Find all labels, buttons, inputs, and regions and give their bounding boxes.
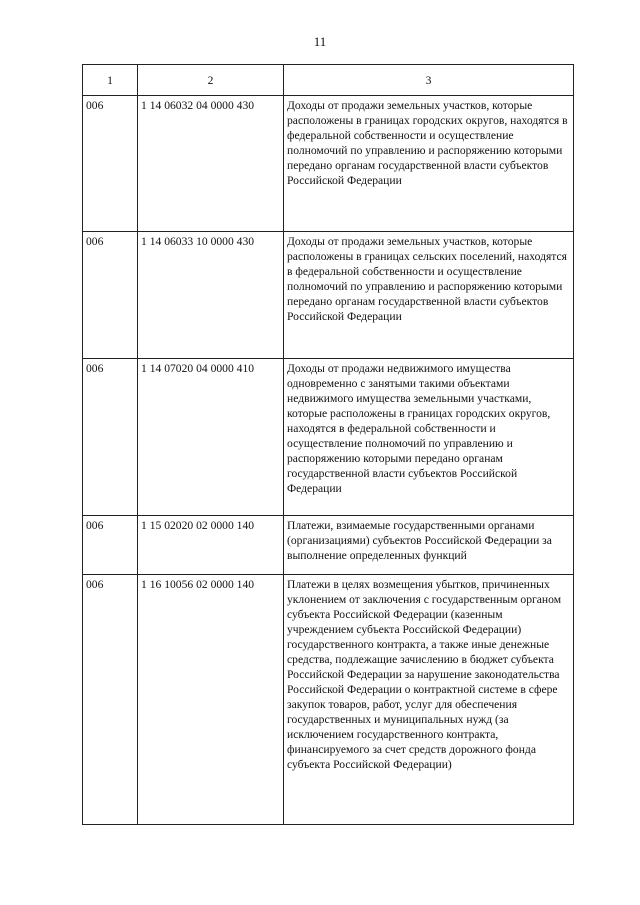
admin-code-cell: 006 bbox=[83, 96, 138, 232]
table-row bbox=[83, 575, 574, 825]
admin-code-cell: 006 bbox=[83, 232, 138, 359]
description-cell: Платежи в целях возмещения убытков, причиненных уклонением от заключения с государственным органом субъекта Российской Федерации (казенным учреждением субъекта Российской Федерации) государственного контракта, а также иные денежные средства, подлежащие зачислению в бюджет субъекта Российской Федерации за нарушение законодательства Российской Федерации о контрактной системе в сфере закупок товаров, работ, услуг для обеспечения государственных и муниципальных нужд (за исключением государственного контракта, финансируемого за счет средств дорожного фонда субъекта Российской Федерации) bbox=[284, 575, 574, 825]
header-row bbox=[83, 65, 574, 96]
column-header-1: 1 bbox=[83, 65, 138, 96]
description-cell: Доходы от продажи земельных участков, которые расположены в границах сельских поселений, находятся в федеральной собственности и осуществление полномочий по управлению и распоряжению которыми передано органам государственной власти субъектов Российской Федерации bbox=[284, 232, 574, 359]
revenue-code-cell: 1 14 07020 04 0000 410 bbox=[138, 359, 284, 516]
table-row bbox=[83, 96, 574, 232]
revenue-code-cell: 1 15 02020 02 0000 140 bbox=[138, 516, 284, 575]
table-row bbox=[83, 232, 574, 359]
description-cell: Доходы от продажи земельных участков, которые расположены в границах городских округов, находятся в федеральной собственности и осуществление полномочий по управлению и распоряжению которыми передано органам государственной власти субъектов Российской Федерации bbox=[284, 96, 574, 232]
column-header-3: 3 bbox=[284, 65, 574, 96]
admin-code-cell: 006 bbox=[83, 516, 138, 575]
revenue-code-cell: 1 14 06033 10 0000 430 bbox=[138, 232, 284, 359]
table-body bbox=[83, 96, 574, 825]
revenue-code-cell: 1 14 06032 04 0000 430 bbox=[138, 96, 284, 232]
table-row bbox=[83, 359, 574, 516]
page-number: 11 bbox=[313, 34, 327, 49]
description-cell: Доходы от продажи недвижимого имущества одновременно с занятыми такими объектами недвижимого имущества земельными участками, которые расположены в границах городских округов, находятся в федеральной собственности и осуществление полномочий по управлению и распоряжению которыми передано органам государственной власти субъектов Российской Федерации bbox=[284, 359, 574, 516]
column-header-2: 2 bbox=[138, 65, 284, 96]
budget-classification-table bbox=[82, 64, 574, 825]
admin-code-cell: 006 bbox=[83, 575, 138, 825]
admin-code-cell: 006 bbox=[83, 359, 138, 516]
description-cell: Платежи, взимаемые государственными органами (организациями) субъектов Российской Федерации за выполнение определенных функций bbox=[284, 516, 574, 575]
table-header bbox=[83, 65, 574, 96]
table-row bbox=[83, 516, 574, 575]
revenue-code-cell: 1 16 10056 02 0000 140 bbox=[138, 575, 284, 825]
